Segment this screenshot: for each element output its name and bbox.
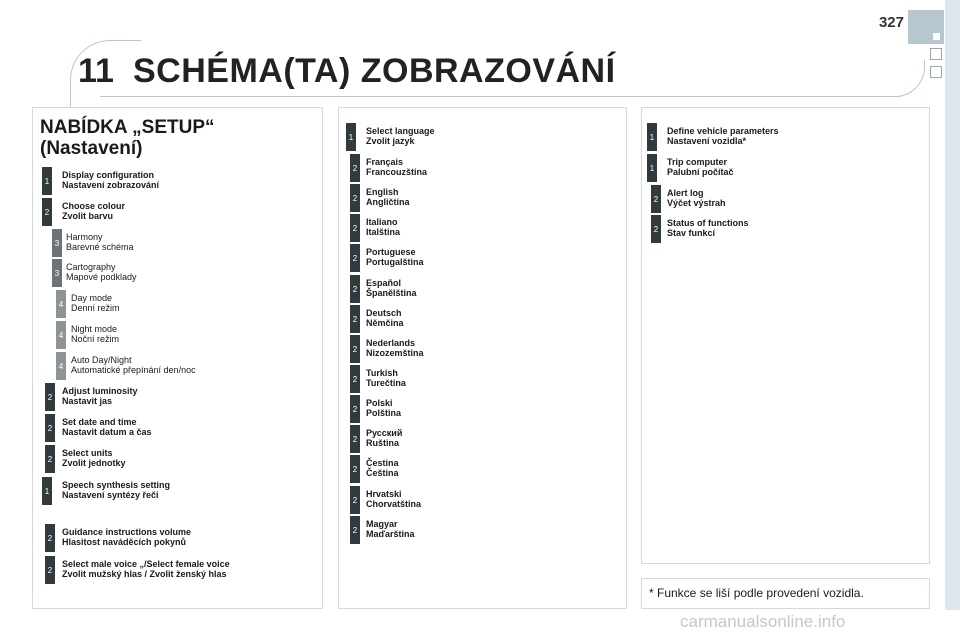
item-label-cs: Zvolit jazyk: [366, 136, 415, 146]
item-label-en: Čestina: [366, 458, 399, 468]
page-number: 327: [878, 14, 904, 31]
item-label-en: Nederlands: [366, 338, 416, 348]
item-label-en: Portuguese: [366, 247, 416, 257]
item-label-en: Select language: [366, 126, 435, 136]
setup-title-line1: NABÍDKA „SETUP“: [40, 117, 215, 138]
item-label-en: Deutsch: [366, 308, 402, 318]
level-badge: 2: [350, 486, 360, 514]
item-label-cs: Mapové podklady: [66, 272, 137, 282]
item-label-en: Choose colour: [62, 201, 126, 211]
level-badge: 1: [42, 477, 52, 505]
level-badge: 2: [350, 455, 360, 483]
item-label-en: Alert log: [667, 188, 704, 198]
item-label-en: Display configuration: [62, 170, 155, 180]
item-label-cs: Zvolit mužský hlas / Zvolit ženský hlas: [62, 569, 227, 579]
level-badge: 3: [52, 259, 62, 287]
setup-title: [40, 117, 215, 159]
page-sidebar: [945, 0, 960, 610]
item-label-en: Status of functions: [667, 218, 749, 228]
item-label-en: English: [366, 187, 399, 197]
item-label-cs: Stav funkcí: [667, 228, 716, 238]
item-label-cs: Ruština: [366, 438, 400, 448]
footnote: * Funkce se liší podle provedení vozidla.: [649, 586, 864, 600]
item-label-cs: Barevné schéma: [66, 242, 134, 252]
item-label-en: Select male voice „/Select female voice: [62, 559, 230, 569]
item-label-cs: Nastavit jas: [62, 396, 113, 406]
item-label-cs: Angličtina: [366, 197, 410, 207]
level-badge: 2: [350, 425, 360, 453]
chapter-title: SCHÉMA(TA) ZOBRAZOVÁNÍ: [133, 52, 616, 90]
item-label-en: Auto Day/Night: [71, 355, 132, 365]
sidebar-box-2: [930, 66, 942, 78]
item-label-en: Night mode: [71, 324, 118, 334]
item-label-cs: Palubní počítač: [667, 167, 734, 177]
level-badge: 2: [350, 184, 360, 212]
item-label-cs: Zvolit barvu: [62, 211, 114, 221]
item-label-cs: Nastavení zobrazování: [62, 180, 160, 190]
tab-dot: [933, 33, 940, 40]
level-badge: 2: [350, 275, 360, 303]
item-label-cs: Výčet výstrah: [667, 198, 726, 208]
setup-title-line2: (Nastavení): [40, 138, 143, 159]
item-label-en: Set date and time: [62, 417, 137, 427]
chapter-number: 11: [78, 52, 114, 90]
item-label-en: Français: [366, 157, 404, 167]
level-badge: 2: [350, 516, 360, 544]
item-label-en: Guidance instructions volume: [62, 527, 192, 537]
item-label-cs: Automatické přepínání den/noc: [71, 365, 196, 375]
level-badge: 2: [350, 395, 360, 423]
page-tab: [908, 10, 944, 44]
item-label-cs: Denní režim: [71, 303, 120, 313]
level-badge: 2: [45, 524, 55, 552]
level-badge: 4: [56, 352, 66, 380]
item-label-cs: Chorvatština: [366, 499, 422, 509]
item-label-cs: Portugalština: [366, 257, 424, 267]
item-label-en: Speech synthesis setting: [62, 480, 171, 490]
item-label-en: Turkish: [366, 368, 398, 378]
level-badge: 2: [45, 414, 55, 442]
item-label-en: Cartography: [66, 262, 116, 272]
item-label-cs: Turečtina: [366, 378, 406, 388]
item-label-cs: Zvolit jednotky: [62, 458, 126, 468]
item-label-cs: Polština: [366, 408, 402, 418]
sidebar-box-1: [930, 48, 942, 60]
item-label-cs: Francouzština: [366, 167, 428, 177]
level-badge: 2: [350, 214, 360, 242]
level-badge: 2: [42, 198, 52, 226]
item-label-en: Define vehicle parameters: [667, 126, 779, 136]
level-badge: 3: [52, 229, 62, 257]
item-label-en: Trip computer: [667, 157, 728, 167]
level-badge: 2: [350, 365, 360, 393]
level-badge: 2: [350, 305, 360, 333]
level-badge: 2: [651, 185, 661, 213]
header-rule: [100, 96, 900, 97]
header-curve-right: [860, 60, 925, 97]
item-label-cs: Nastavení vozidla*: [667, 136, 747, 146]
watermark: carmanualsonline.info: [680, 612, 846, 631]
item-label-en: Day mode: [71, 293, 113, 303]
item-label-cs: Němčina: [366, 318, 404, 328]
level-badge: 1: [42, 167, 52, 195]
level-badge: 1: [647, 123, 657, 151]
level-badge: 4: [56, 290, 66, 318]
level-badge: 2: [350, 244, 360, 272]
item-label-cs: Nastavit datum a čas: [62, 427, 152, 437]
item-label-en: Select units: [62, 448, 113, 458]
item-label-en: Harmony: [66, 232, 103, 242]
item-label-cs: Maďarština: [366, 529, 415, 539]
item-label-en: Italiano: [366, 217, 398, 227]
item-label-en: Polski: [366, 398, 393, 408]
item-label-en: Hrvatski: [366, 489, 402, 499]
item-label-cs: Nastavení syntézy řeči: [62, 490, 159, 500]
level-badge: 2: [45, 556, 55, 584]
item-label-cs: Nizozemština: [366, 348, 424, 358]
item-label-en: Español: [366, 278, 402, 288]
item-label-en: Magyar: [366, 519, 398, 529]
item-label-cs: Čeština: [366, 468, 399, 478]
level-badge: 2: [45, 383, 55, 411]
item-label-cs: Italština: [366, 227, 401, 237]
level-badge: 2: [45, 445, 55, 473]
level-badge: 2: [350, 335, 360, 363]
item-label-cs: Noční režim: [71, 334, 120, 344]
level-badge: 1: [346, 123, 356, 151]
item-label-en: Adjust luminosity: [62, 386, 138, 396]
item-label-cs: Hlasitost naváděcích pokynů: [62, 537, 187, 547]
item-label-en: Русский: [366, 428, 403, 438]
level-badge: 2: [350, 154, 360, 182]
level-badge: 4: [56, 321, 66, 349]
item-label-cs: Španělština: [366, 288, 417, 298]
level-badge: 1: [647, 154, 657, 182]
level-badge: 2: [651, 215, 661, 243]
